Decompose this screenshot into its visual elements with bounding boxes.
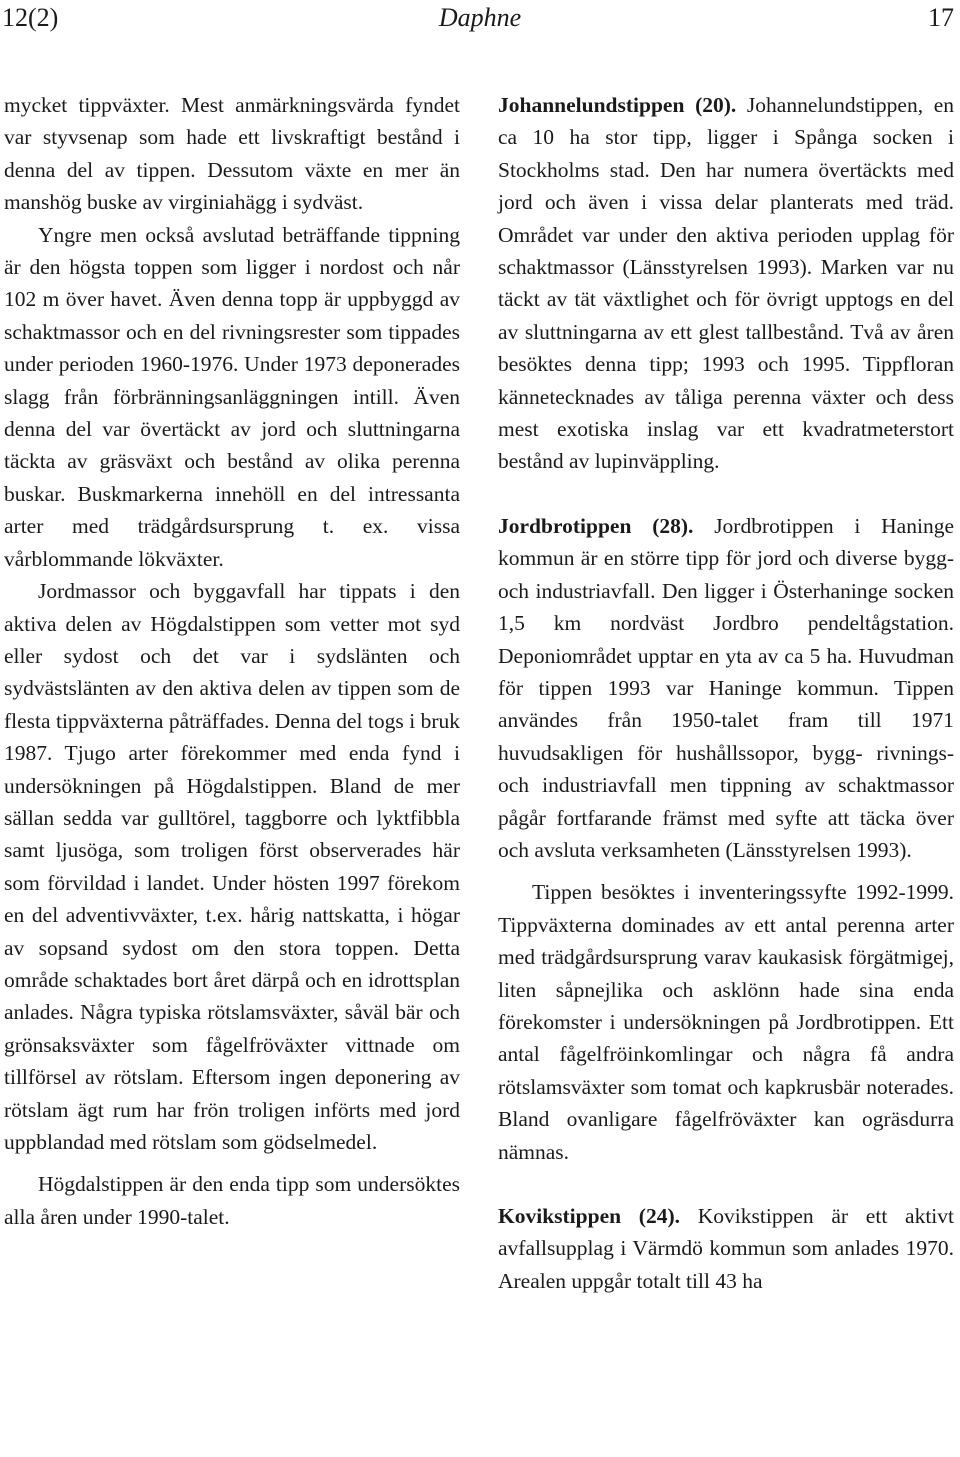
paragraph: mycket tippväxter. Mest anmärkningsvärda fyndet var styvsenap som hade ett livskraftigt bestånd i denna del av tippen. Dessutom växte en mer än manshög buske av virginiahägg i sydväst. [4, 93, 460, 215]
section-jordbro [498, 510, 954, 866]
issue-number: 12(2) [2, 3, 59, 32]
left-column [4, 89, 460, 1233]
section-heading: Kovikstippen (24). [498, 1204, 681, 1228]
journal-title: Daphne [438, 3, 522, 32]
section-johannelund [498, 89, 954, 478]
section-heading: Johannelundstippen (20). [498, 93, 737, 117]
paragraph: Tippen besöktes i inventeringssyfte 1992-1999. Tippväxterna dominades av ett antal perenna arter med trädgårdsursprung varav kaukasisk förgätmigej, liten såpnejlika och asklönn hade sina enda förekomster i undersökningen på Jordbrotippen. Ett antal fågelfröinkomlingar och några få andra rötslamsväxter som tomat och kapkrusbär noterades. Bland ovanligare fågelfröväxter kan ogräsdurra nämnas. [498, 880, 954, 1164]
section-kovik [498, 1200, 954, 1297]
section-heading: Jordbrotippen (28). [498, 513, 694, 538]
section-text: Johannelundstippen, en ca 10 ha stor tipp, ligger i Spånga socken i Stockholms stad. Den har numera övertäckts med jord och även i vissa delar planterats med träd. Området var under den aktiva perioden upplag för schaktmassor (Länsstyrelsen 1993). Marken var nu täckt av tät växtlighet och för övrigt upptogs en del av sluttningarna av ett glest tallbestånd. Två av åren besöktes denna tipp; 1993 och 1995. Tippfloran kännetecknades av tåliga perenna växter och dess mest exotiska inslag var ett kvadratmeterstort bestånd av lupinväppling. [498, 93, 954, 474]
paragraph: Yngre men också avslutad beträffande tippning är den högsta toppen som ligger i nordost och når 102 m över havet. Även denna topp är uppbyggd av schaktmassor och en del rivningsrester som tippades under perioden 1960-1976. Under 1973 deponerades slagg från förbränningsanläggningen intill. Även denna del var övertäckt av jord och sluttningarna täckta av gräsväxt och bestånd av olika perenna buskar. Buskmarkerna innehöll en del intressanta arter med trädgårdsursprung t. ex. vissa vårblommande lökväxter. [4, 222, 460, 571]
page-number: 17 [928, 3, 954, 32]
page-header [0, 0, 960, 40]
right-column [498, 89, 954, 1297]
section-text: Kovikstippen är ett aktivt avfallsupplag i Värmdö kommun som anlades 1970. Arealen uppgår totalt till 43 ha [498, 1204, 955, 1293]
section-text: Jordbrotippen i Haninge kommun är en större tipp för jord och diverse bygg- och industriavfall. Den ligger i Österhaninge socken 1,5 km nordväst Jordbro pendeltågstation. Deponiområdet upptar en yta av ca 5 ha. Huvudman för tippen 1993 var Haninge kommun. Tippen användes från 1950-talet fram till 1971 huvudsakligen för hushållssopor, bygg- rivnings- och industriavfall men tippning av schaktmassor pågår fortfarande främst med syfte att täcka över och avsluta verksamheten (Länsstyrelsen 1993). [498, 513, 954, 862]
paragraph: Högdalstippen är den enda tipp som undersöktes alla åren under 1990-talet. [4, 1172, 460, 1229]
paragraph: Jordmassor och byggavfall har tippats i den aktiva delen av Högdalstippen som vetter mot syd eller sydost och det var i sydslänten och sydvästslänten av den aktiva delen av tippen som de flesta tippväxterna påträffades. Denna del togs i bruk 1987. Tjugo arter förekommer med enda fynd i undersökningen på Högdalstippen. Bland de mer sällan sedda var gulltörel, taggborre och lyktfibbla samt ljusöga, som troligen först observerades här som förvildad i landet. Under hösten 1997 förekom en del adventivväxter, t.ex. hårig nattskatta, i högar av sopsand sydost om den stora toppen. Detta område schaktades bort året därpå och en idrottsplan anlades. Några typiska rötslamsväxter, såväl bär och grönsaksväxter som fågelfröväxter vittnade om tillförsel av rötslam. Eftersom ingen deponering av rötslam ägt rum har frön troligen införts med jord uppblandad med rötslam som gödselmedel. [4, 579, 460, 1154]
